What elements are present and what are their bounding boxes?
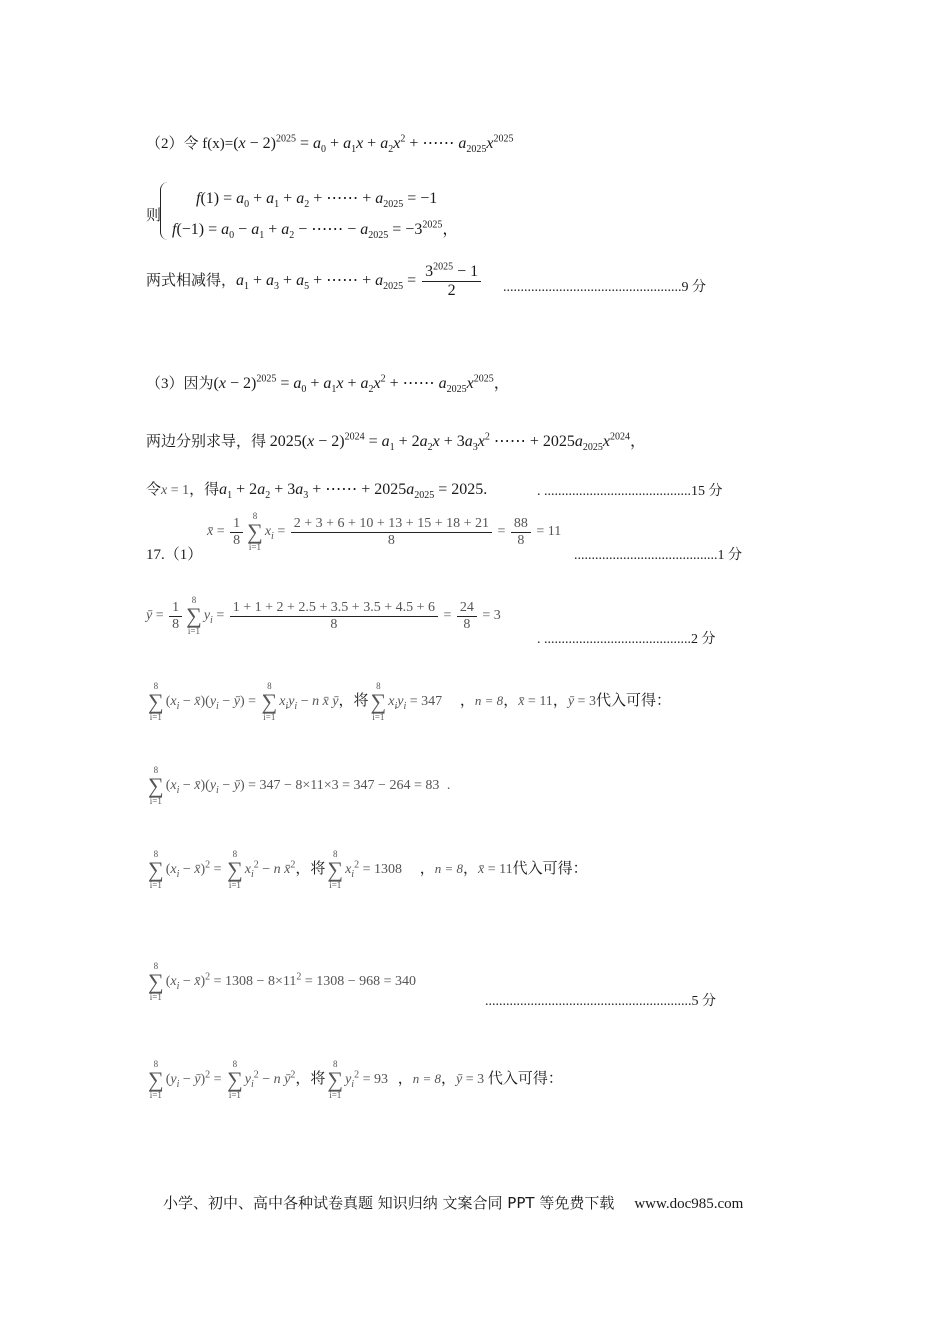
- formula-sum-y2: 8 ∑ i=1 $y_i^2 = 93$: [327, 1059, 388, 1100]
- part3-intro: （3）因为: [146, 376, 214, 392]
- derive-label: 两边分别求导，得: [146, 434, 267, 450]
- part3-let-line: [146, 478, 488, 502]
- formula-x-11: x̄ = 11: [518, 694, 553, 710]
- formula-n-8-c: n = 8: [412, 1071, 442, 1087]
- syy-identity-line: 8 ∑ i=1 ($y_i$ − ȳ)$^2$ = 8 ∑ i=1 $y_i^2 - n$ $ȳ^2$，将 8 ∑ i=1 $y_i^2 = 93$ ，n = 8，ȳ = 3 代入可得：: [148, 1059, 563, 1100]
- sxx-identity-line: 8 ∑ i=1 ($x_i$ − x̄)$^2$ = 8 ∑ i=1 $x_i^2 - n$ x̄$^2$，将 8 ∑ i=1 $x_i^2 = 1308$ ，n = 8，x̄ = 11代入可得：: [148, 849, 588, 890]
- formula-sxy-value: 8 ∑ i=1 ($x_i$ − $x̄)(y_i$ − ȳ) = 347 − 8×11×3 = 347 − 264 = 83 .: [148, 765, 451, 806]
- formula-y-3-b: ȳ = 3: [456, 1072, 485, 1088]
- part3-derive-line: [146, 428, 647, 454]
- subtract-label: 两式相减得，: [146, 273, 237, 290]
- jiang-label-2: ，将: [295, 861, 326, 878]
- score-1: .........................................1 分: [574, 548, 742, 563]
- formula-sxy-identity: 8 ∑ i=1 ($x_i$ − $x̄)(y_i$ − ȳ) = 8 ∑ i=1 $x_iy_i - n$ x̄ ȳ: [148, 681, 339, 722]
- jiang-label-1: ，将: [338, 693, 369, 710]
- system-eq2: $f(-1) = a_0 - a_1 + a_2$ − ⋯⋯ − $a_{2025} = -3^{2025}$，: [172, 219, 459, 242]
- q17-label: 17.（1）: [146, 547, 203, 563]
- formula-n-8-b: n = 8: [434, 861, 464, 877]
- part2-intro: （2）令 f(x)=: [146, 136, 234, 152]
- formula-sum-xy: 8 ∑ i=1 $x_iy_i = 347$: [370, 681, 443, 722]
- formula-n-8: n = 8: [474, 693, 504, 709]
- get-label: ，得: [189, 482, 220, 498]
- let-label: 令: [146, 482, 162, 498]
- footer: [163, 1192, 743, 1213]
- part2-then-label: 则: [146, 208, 162, 224]
- formula-sum-x2: 8 ∑ i=1 $x_i^2 = 1308$: [327, 849, 402, 890]
- score-15: . ..........................................15 分: [537, 484, 723, 499]
- footer-text: 小学、初中、高中各种试卷真题 知识归纳 文案合同 PPT 等免费下载: [163, 1194, 615, 1212]
- footer-url[interactable]: www.doc985.com: [634, 1196, 744, 1212]
- jiang-label-3: ，将: [295, 1071, 326, 1088]
- formula-sxx-value: 8 ∑ i=1 ($x_i$ − x̄)$^2$ = $1308 - 8\times 11^2 = 1308 - 968 = 340$: [148, 961, 417, 1002]
- formula-x-bar: x̄ = $\frac{1}{8}$ 8 ∑ i=1 $x_i$ = $\frac{2 + 3 + 6 + 10 + 13 + 15 + 18 + 21}{8}$ = $\frac{88}{8}$ = 11: [207, 511, 562, 552]
- part2-subtract-line: [146, 263, 483, 300]
- formula-derivative: $2025(x - 2)^{2024} = a_1 + 2a_2x + 3a_3x^2$ ⋯⋯ + $2025a_{2025}x^{2024}$，: [269, 431, 647, 454]
- sxy-identity-line: 8 ∑ i=1 ($x_i$ − $x̄)(y_i$ − ȳ) = 8 ∑ i=1 $x_iy_i - n$ x̄ ȳ，将 8 ∑ i=1 $x_iy_i = 347$ ，n = 8，x̄ = 11，ȳ = 3代入可得：: [148, 681, 671, 722]
- formula-weighted-sum: $a_1 + 2a_2 + 3a_3$ + ⋯⋯ + $2025a_{2025} = 2025$.: [219, 481, 488, 502]
- formula-y-bar: ȳ = $\frac{1}{8}$ 8 ∑ i=1 $y_i$ = $\frac{1 + 1 + 2 + 2.5 + 3.5 + 3.5 + 4.5 + 6}{8}$ = $\frac{24}{8}$ = 3: [146, 595, 501, 636]
- formula-expansion: $(x - 2)^{2025} = a_0 + a_1x + a_2x^2$ + ⋯⋯ $a_{2025}x^{2025}$: [233, 133, 514, 156]
- substitute-label-3: 代入可得：: [487, 1071, 563, 1088]
- score-9: ...................................................9 分: [503, 280, 706, 295]
- formula-expansion-2: $(x - 2)^{2025} = a_0 + a_1x + a_2x^2$ + ⋯⋯ $a_{2025}x^{2025}$，: [213, 373, 510, 396]
- part2-line1: [146, 132, 514, 156]
- formula-syy-identity: 8 ∑ i=1 ($y_i$ − ȳ)$^2$ = 8 ∑ i=1 $y_i^2 - n$ $ȳ^2$: [148, 1059, 296, 1100]
- substitute-label-1: 代入可得：: [595, 693, 671, 710]
- formula-sxx-identity: 8 ∑ i=1 ($x_i$ − x̄)$^2$ = 8 ∑ i=1 $x_i^2 - n$ x̄$^2$: [148, 849, 296, 890]
- substitute-label-2: 代入可得：: [512, 861, 588, 878]
- formula-y-3: ȳ = 3: [567, 694, 596, 710]
- part3-line1: [146, 370, 510, 396]
- system-brace: [160, 182, 169, 240]
- system-eq1: $f(1) = a_0 + a_1 + a_2$ + ⋯⋯ + $a_{2025} = -1$: [196, 190, 438, 211]
- formula-x-11-b: x̄ = 11: [478, 862, 513, 878]
- formula-x-eq-1: x = 1: [161, 483, 190, 498]
- score-2: . ..........................................2 分: [537, 632, 716, 647]
- score-5: ...........................................................5 分: [485, 994, 716, 1009]
- formula-odd-sum: $a_1 + a_3 + a_5$ + ⋯⋯ + $a_{2025}$ = $\frac{3^{2025} - 1}{2}$: [236, 272, 483, 289]
